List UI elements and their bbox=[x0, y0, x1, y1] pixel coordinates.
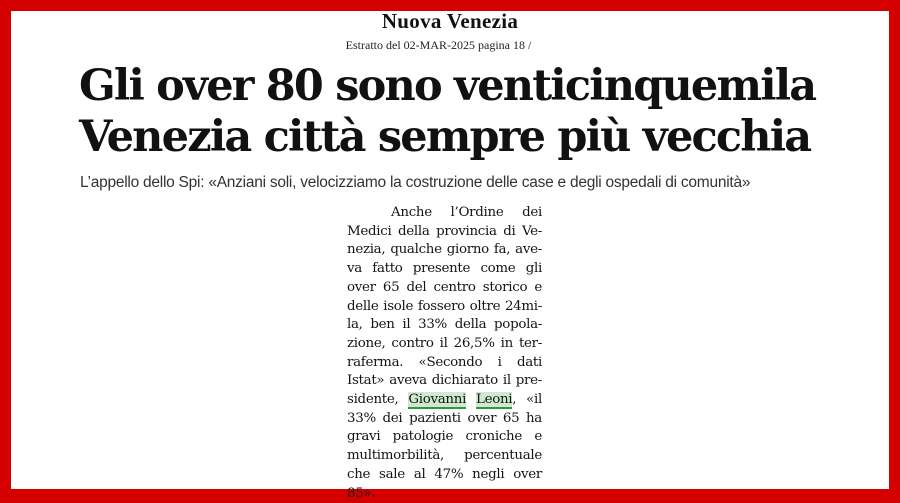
highlighted-name-last: Leoni bbox=[475, 392, 513, 408]
article-line: 85». bbox=[347, 485, 376, 501]
subheadline: L’appello dello Spi: «Anziani soli, velocizziamo la costruzione delle case e degli ospedali di comunità» bbox=[80, 174, 751, 191]
article-line: delle isole fossero oltre 24mi- bbox=[347, 298, 542, 314]
article-line: la, ben il 33% della popola- bbox=[347, 317, 542, 333]
article-line: va fatto presente come gli bbox=[347, 261, 542, 277]
article-line: multimorbilità, percentuale bbox=[347, 448, 542, 464]
article-line: raferma. «Secondo i dati bbox=[347, 354, 542, 370]
article-line: nezia, qualche giorno fa, ave- bbox=[347, 242, 542, 258]
article-line: Medici della provincia di Ve- bbox=[347, 223, 542, 239]
article-line: 33% dei pazienti over 65 ha bbox=[347, 410, 542, 426]
masthead: Nuova Venezia bbox=[381, 9, 519, 33]
extract-info: Estratto del 02-MAR-2025 pagina 18 / bbox=[345, 38, 532, 52]
article-line: che sale al 47% negli over bbox=[347, 466, 542, 482]
headline-line-2: Venezia città sempre più vecchia bbox=[79, 112, 811, 162]
article-body bbox=[347, 204, 542, 503]
article-text: , «il bbox=[512, 392, 542, 408]
newspaper-clipping bbox=[11, 9, 889, 501]
headline bbox=[79, 61, 879, 163]
article-line: Anche l’Ordine dei bbox=[391, 205, 542, 220]
article-line: gravi patologie croniche e bbox=[347, 429, 542, 445]
article-line: zione, contro il 26,5% in ter- bbox=[347, 335, 542, 351]
article-line-with-name bbox=[347, 391, 542, 410]
article-line: over 65 del centro storico e bbox=[347, 279, 542, 295]
headline-line-1: Gli over 80 sono venticinquemila bbox=[79, 61, 816, 111]
article-text: sidente, bbox=[347, 392, 399, 408]
highlighted-name-first: Giovanni bbox=[408, 392, 467, 408]
article-line: Istat» aveva dichiarato il pre- bbox=[347, 373, 542, 389]
